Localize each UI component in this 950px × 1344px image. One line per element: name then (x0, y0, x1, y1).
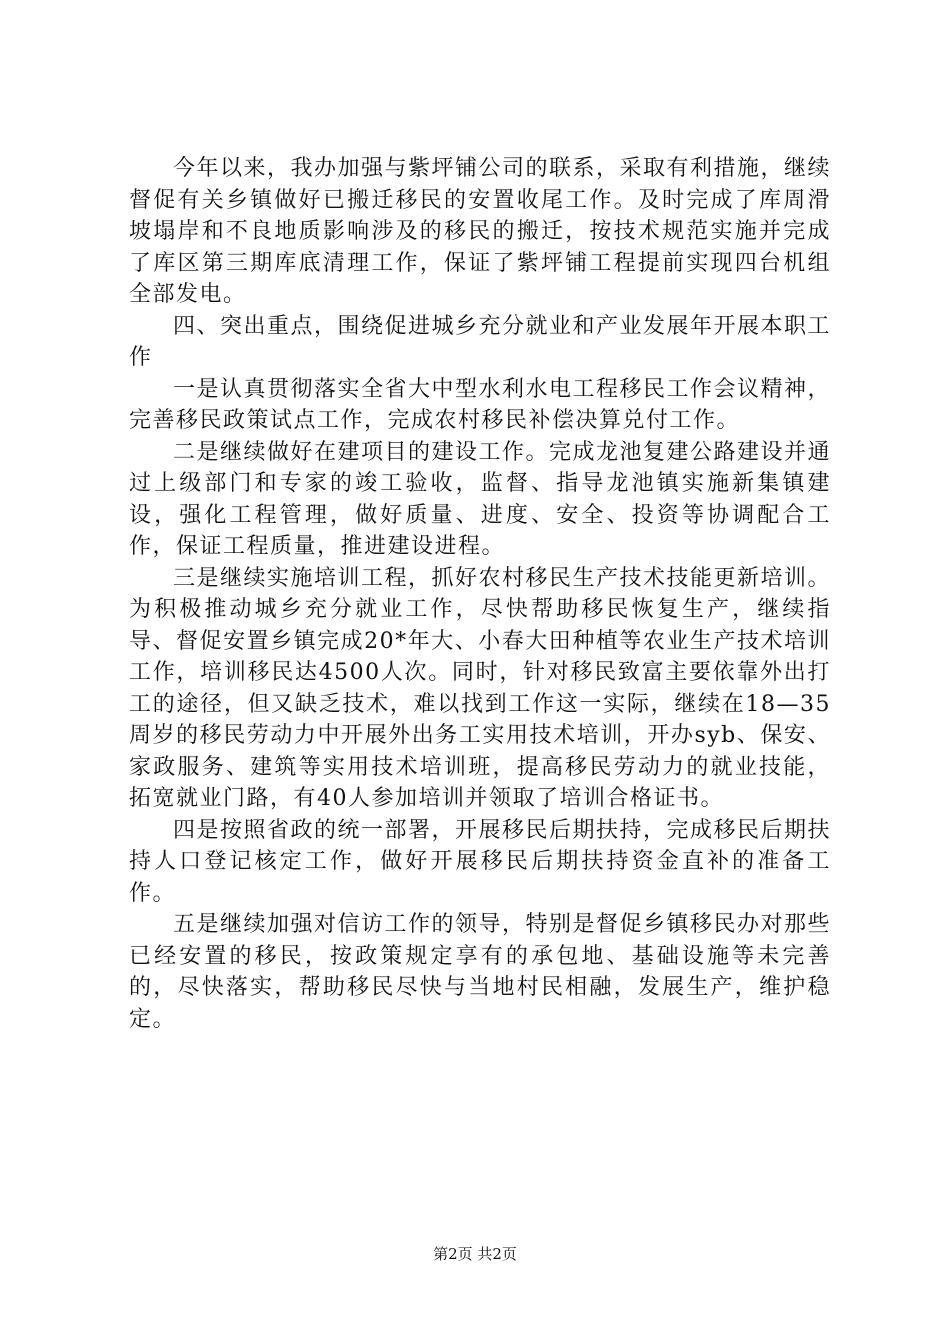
paragraph-item-four: 四是按照省政的统一部署，开展移民后期扶持，完成移民后期扶持人口登记核定工作，做好开展移民后期扶持资金直补的准备工作。 (129, 817, 832, 906)
paragraph-resettlement-closing: 今年以来，我办加强与紫坪铺公司的联系，采取有利措施，继续督促有关乡镇做好已搬迁移民的安置收尾工作。及时完成了库周滑坡塌岸和不良地质影响涉及的移民的搬迁，按技术规范实施并完成了库区第三期库底清理工作，保证了紫坪铺工程提前实现四台机组全部发电。 (129, 156, 832, 307)
document-body (129, 153, 831, 1035)
paragraph-item-five: 五是继续加强对信访工作的领导，特别是督促乡镇移民办对那些已经安置的移民，按政策规定享有的承包地、基础设施等未完善的，尽快落实，帮助移民尽快与当地村民相融，发展生产，维护稳定。 (129, 912, 832, 1032)
paragraph-item-one: 一是认真贯彻落实全省大中型水利水电工程移民工作会议精神，完善移民政策试点工作，完成农村移民补偿决算兑付工作。 (129, 376, 832, 433)
page-number-footer: 第2页 共2页 (433, 1245, 517, 1263)
section-heading-four: 四、突出重点，围绕促进城乡充分就业和产业发展年开展本职工作 (129, 313, 832, 370)
paragraph-item-three: 三是继续实施培训工程，抓好农村移民生产技术技能更新培训。为积极推动城乡充分就业工作，尽快帮助移民恢复生产，继续指导、督促安置乡镇完成20*年大、小春大田种植等农业生产技术培训工作，培训移民达4500人次。同时，针对移民致富主要依靠外出打工的途径，但又缺乏技术，难以找到工作这一实际，继续在18—35周岁的移民劳动力中开展外出务工实用技术培训，开办syb、保安、家政服务、建筑等实用技术培训班，提高移民劳动力的就业技能，拓宽就业门路，有40人参加培训并领取了培训合格证书。 (129, 565, 832, 811)
paragraph-item-two: 二是继续做好在建项目的建设工作。完成龙池复建公路建设并通过上级部门和专家的竣工验收，监督、指导龙池镇实施新集镇建设，强化工程管理，做好质量、进度、安全、投资等协调配合工作，保证工程质量，推进建设进程。 (129, 439, 832, 559)
